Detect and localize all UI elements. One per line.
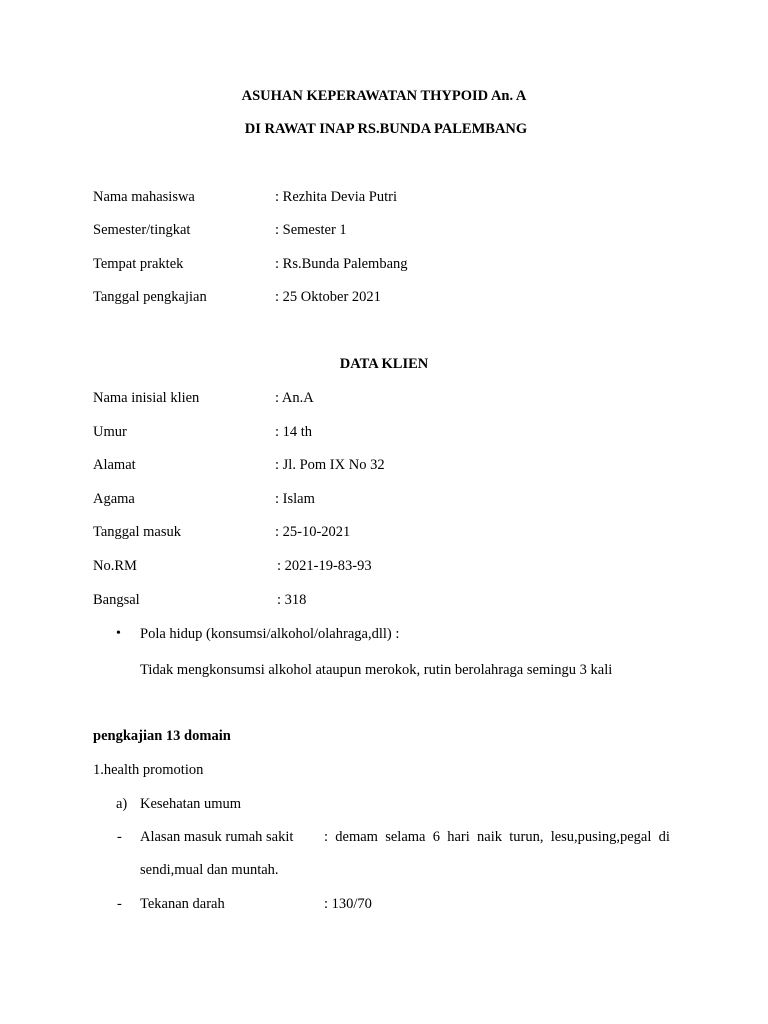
lifestyle-label: Pola hidup (konsumsi/alkohol/olahraga,dll) : [140,626,400,642]
field-value: : An.A [275,390,314,406]
bullet-marker: • [116,626,121,641]
list-marker: - [117,829,122,845]
lifestyle-text: Tidak mengkonsumsi alkohol ataupun merokok, rutin berolahraga semingu 3 kali [140,662,613,678]
field-value: : Semester 1 [275,222,347,238]
field-value: : 25-10-2021 [275,524,351,540]
section-heading-assessment: pengkajian 13 domain [93,728,231,744]
field-value: : demam selama 6 hari naik turun, lesu,pusing,pegal di [324,829,670,845]
document-subtitle: DI RAWAT INAP RS.BUNDA PALEMBANG [244,121,528,137]
field-value: : Jl. Pom IX No 32 [275,457,385,473]
field-value: : 318 [277,592,307,608]
field-value-continuation: sendi,mual dan muntah. [140,862,279,878]
list-marker: a) [116,796,128,812]
field-label: Semester/tingkat [93,222,191,238]
field-label: Nama inisial klien [93,390,200,406]
field-value: : Rezhita Devia Putri [275,189,398,205]
section-heading-client: DATA KLIEN [339,356,429,372]
field-label: Tekanan darah [140,896,225,912]
field-label: Umur [93,424,127,440]
field-label: Tanggal pengkajian [93,289,207,305]
field-label: Tanggal masuk [93,524,181,540]
field-value: : Rs.Bunda Palembang [275,256,408,272]
field-label: Nama mahasiswa [93,189,195,205]
field-value: : 25 Oktober 2021 [275,289,381,305]
sub-heading: Kesehatan umum [140,796,242,812]
list-marker: - [117,896,122,912]
field-value: : 14 th [275,424,313,440]
document-title: ASUHAN KEPERAWATAN THYPOID An. A [241,88,527,104]
field-value: : 130/70 [324,896,372,912]
field-label: Alasan masuk rumah sakit [140,829,294,845]
field-label: Tempat praktek [93,256,184,272]
field-label: Bangsal [93,592,140,608]
domain-heading: 1.health promotion [93,762,204,778]
field-label: Agama [93,491,135,507]
field-label: No.RM [93,558,137,574]
field-label: Alamat [93,457,136,473]
field-value: : Islam [275,491,315,507]
field-value: : 2021-19-83-93 [277,558,372,574]
